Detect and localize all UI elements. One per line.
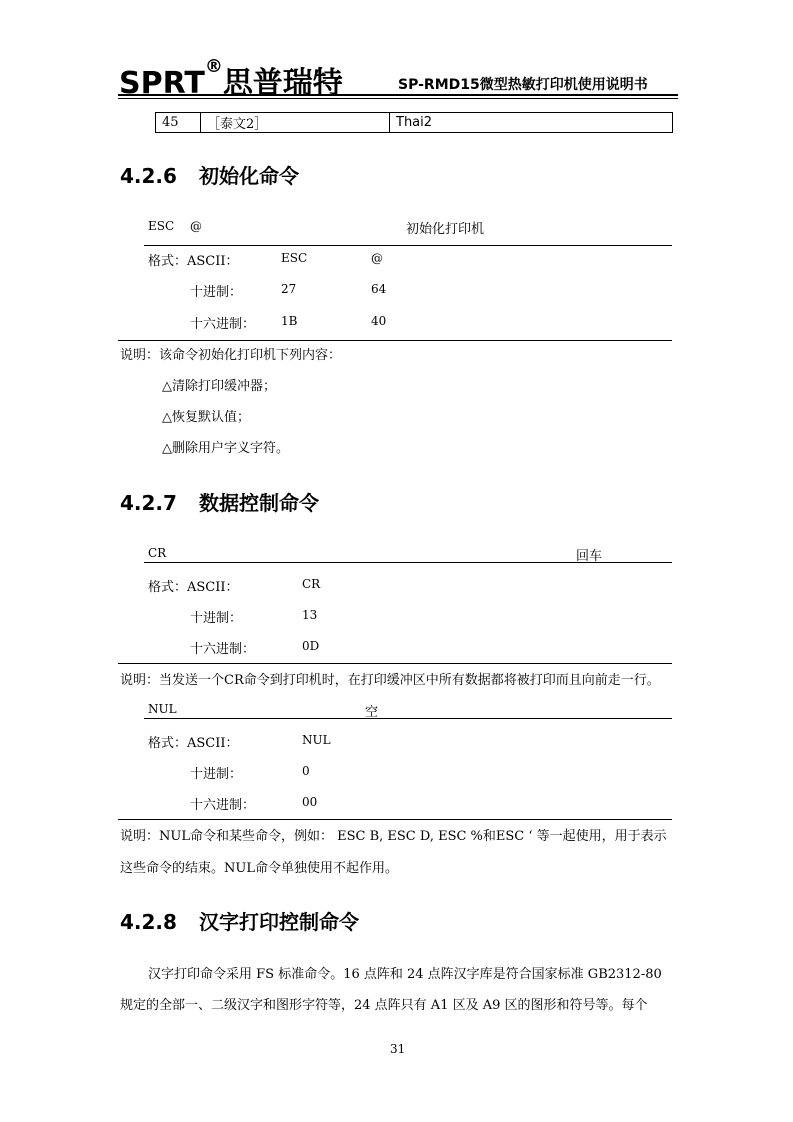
registered-mark: ® <box>204 56 223 77</box>
format-value-1: ESC <box>281 251 308 265</box>
format-label: 格式：ASCII： <box>148 736 239 751</box>
header-rule-thick <box>118 94 678 96</box>
note-text: 说明：当发送一个CR命令到打印机时，在打印缓冲区中所有数据都将被打印而且向前走一行。 <box>120 673 660 688</box>
decimal-label: 十进制： <box>190 285 243 300</box>
section-title: 汉字打印控制命令 <box>198 910 359 934</box>
note-text: 说明：该命令初始化打印机下列内容： <box>120 348 342 363</box>
hex-value-2: 40 <box>371 314 387 328</box>
divider <box>144 562 672 563</box>
command-description-nul: 空 <box>365 705 379 720</box>
divider <box>118 340 672 341</box>
format-value-2: @ <box>371 251 383 265</box>
note-text: 说明：NUL命令和某些命令，例如： ESC B, ESC D, ESC %和ESC ‘ 等一起使用，用于表示 <box>120 829 667 844</box>
decimal-label: 十进制： <box>190 611 243 626</box>
decimal-value-1: 27 <box>281 282 297 296</box>
table-cell-name: ［泰文2］ <box>201 113 390 133</box>
hex-value: 00 <box>302 795 318 809</box>
hex-value-1: 1B <box>281 314 298 328</box>
character-set-table <box>155 112 673 133</box>
divider <box>118 819 672 820</box>
divider <box>144 245 672 246</box>
format-value: CR <box>302 577 321 591</box>
table-cell-num: 45 <box>156 113 201 133</box>
paragraph-line: 规定的全部一、二级汉字和图形字符等，24 点阵只有 A1 区及 A9 区的图形和符号等。每个 <box>120 998 648 1013</box>
list-item: △恢复默认值； <box>162 410 250 425</box>
section-heading-427 <box>120 487 319 516</box>
section-heading-426 <box>120 160 299 189</box>
section-heading-428 <box>120 906 359 935</box>
table-row <box>156 113 673 133</box>
page-number: 31 <box>390 1042 406 1056</box>
section-number: 4.2.7 <box>120 491 177 515</box>
paragraph-line: 汉字打印命令采用 FS 标准命令。16 点阵和 24 点阵汉字库是符合国家标准 GB2312-80 <box>148 967 662 982</box>
section-number: 4.2.8 <box>120 910 177 934</box>
command-code: ESC <box>148 219 175 233</box>
decimal-value: 0 <box>302 764 310 778</box>
format-label: 格式：ASCII： <box>148 254 239 269</box>
command-arg: @ <box>190 219 202 233</box>
decimal-value-2: 64 <box>371 282 387 296</box>
table-cell-value: Thai2 <box>390 113 673 133</box>
divider <box>118 663 672 664</box>
list-item: △清除打印缓冲器； <box>162 379 276 394</box>
command-code-nul: NUL <box>148 702 177 716</box>
hex-label: 十六进制： <box>190 798 256 813</box>
decimal-label: 十进制： <box>190 767 243 782</box>
logo-text: SPRT <box>119 66 205 101</box>
section-number: 4.2.6 <box>120 164 177 188</box>
format-label: 格式：ASCII： <box>148 580 239 595</box>
list-item: △删除用户字义字符。 <box>162 441 289 456</box>
format-value: NUL <box>302 733 331 747</box>
hex-label: 十六进制： <box>190 642 256 657</box>
command-code-cr: CR <box>148 546 167 560</box>
section-title: 数据控制命令 <box>198 491 319 515</box>
divider <box>144 718 672 719</box>
command-description-cr: 回车 <box>576 549 603 564</box>
document-title: SP-RMD15微型热敏打印机使用说明书 <box>398 77 648 93</box>
decimal-value: 13 <box>302 608 318 622</box>
section-title: 初始化命令 <box>198 164 299 188</box>
hex-label: 十六进制： <box>190 317 256 332</box>
hex-value: 0D <box>302 639 320 653</box>
command-description: 初始化打印机 <box>406 222 485 237</box>
note-text: 这些命令的结束。NUL命令单独使用不起作用。 <box>120 861 398 876</box>
logo-cn: 思普瑞特 <box>222 66 343 101</box>
header-rule-thin <box>118 98 678 99</box>
